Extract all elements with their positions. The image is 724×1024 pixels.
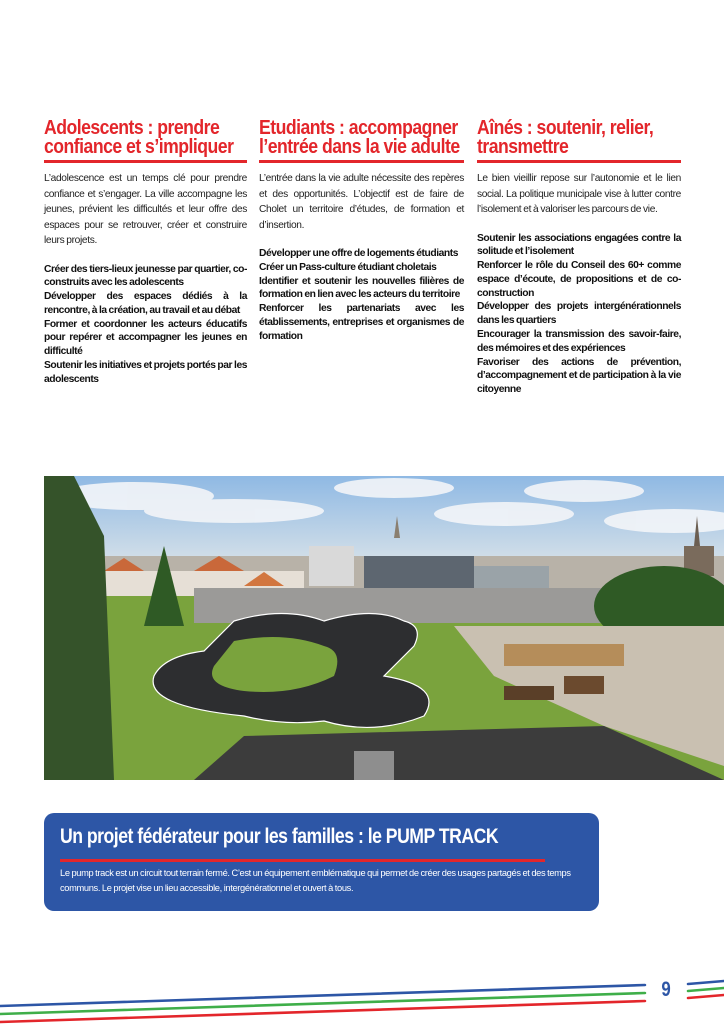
section-heading: Adolescents : prendre confiance et s’impliquer: [44, 116, 234, 158]
action-item: Former et coordonner les acteurs éducatifs pour repérer et accompagner les jeunes en difficulté: [44, 318, 247, 358]
heading-underline: [477, 160, 681, 163]
section-heading: Etudiants : accompagner l’entrée dans la vie adulte: [259, 116, 460, 158]
section-intro: L’entrée dans la vie adulte nécessite des repères et des opportunités. L’objectif est de faire de Cholet un territoire d’études, de formation et d’insertion.: [259, 173, 464, 231]
action-item: Identifier et soutenir les nouvelles filières de formation en lien avec les acteurs du territoire: [259, 275, 464, 301]
action-item: Renforcer le rôle du Conseil des 60+ comme espace d’écoute, de propositions et de co-construction: [477, 260, 681, 299]
heading-underline: [259, 160, 464, 163]
action-item: Renforcer les partenariats avec les établissements, entreprises et organismes de formation: [259, 303, 464, 342]
pump-track-callout: [44, 813, 599, 911]
section-heading: Aînés : soutenir, relier, transmettre: [477, 116, 654, 158]
column-adolescents: [44, 118, 247, 387]
action-list: [44, 263, 247, 387]
action-item: Développer des projets intergénérationnels dans les quartiers: [477, 301, 681, 327]
callout-text: Le pump track est un circuit tout terrain fermé. C’est un équipement emblématique qui permet de créer des usages partagés et des temps communs. Le projet vise un lieu accessible, intergénérationnel et ouvert à tous.: [60, 868, 571, 893]
action-list: [477, 232, 681, 398]
action-item: Encourager la transmission des savoir-faire, des mémoires et des expériences: [477, 329, 681, 354]
utility-box: [354, 751, 394, 780]
callout-underline: [60, 859, 545, 862]
action-item: Créer un Pass-culture étudiant choletais: [259, 261, 437, 273]
pump-track-photo: [44, 476, 724, 780]
action-item: Soutenir les associations engagées contre la solitude et l’isolement: [477, 232, 681, 258]
heading-underline: [44, 160, 247, 163]
action-list: [259, 247, 464, 344]
footer-line-blue-right: [688, 981, 724, 984]
action-item: Favoriser des actions de prévention, d’accompagnement et de participation à la vie citoyenne: [477, 356, 681, 396]
callout-title: Un projet fédérateur pour les familles : le PUMP TRACK: [60, 825, 499, 848]
footer-line-green-right: [688, 988, 724, 991]
column-etudiants: [259, 118, 464, 344]
action-item: Soutenir les initiatives et projets portés par les adolescents: [44, 360, 247, 385]
action-item: Créer des tiers-lieux jeunesse par quartier, co-construits avec les adolescents: [44, 263, 247, 289]
column-aines: [477, 118, 681, 397]
action-item: Développer une offre de logements étudiants: [259, 248, 459, 259]
section-intro: L’adolescence est un temps clé pour prendre confiance et s’engager. La ville accompagne les jeunes, prévient les difficultés et leur offre des espaces pour se retrouver, créer et construire leurs projets.: [44, 173, 247, 246]
footer-line-red-right: [688, 995, 724, 998]
footer-tricolor-lines: [0, 960, 724, 1024]
page-number: 9: [661, 978, 671, 1001]
section-intro: Le bien vieillir repose sur l’autonomie et le lien social. La politique municipale vise à lutter contre l’isolement et à valoriser les parcours de vie.: [477, 173, 681, 215]
action-item: Développer des espaces dédiés à la rencontre, à la création, au travail et au débat: [44, 291, 247, 316]
